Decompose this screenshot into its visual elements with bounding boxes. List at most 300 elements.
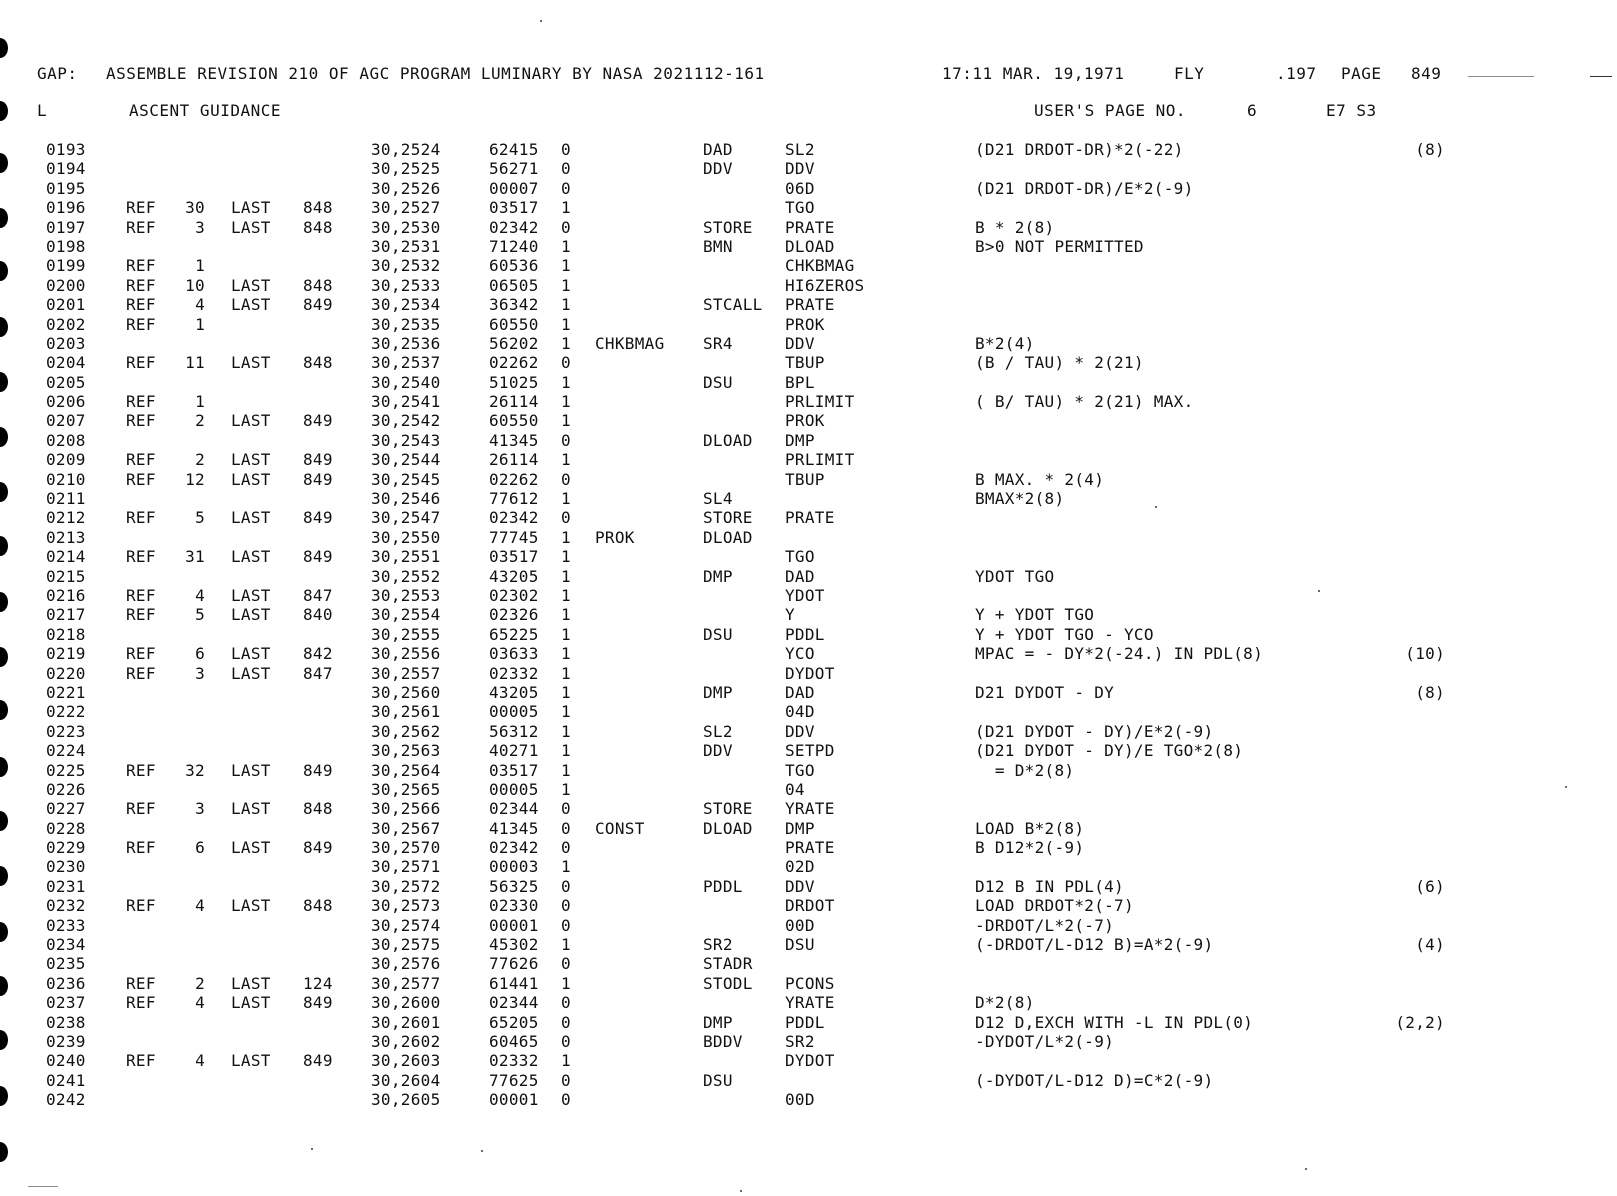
listing-row xyxy=(0,819,1617,838)
address: 30,2562 xyxy=(371,721,441,741)
last-marker: LAST xyxy=(231,275,271,295)
comment: B MAX. * 2(4) xyxy=(975,469,1105,489)
listing-row xyxy=(0,295,1617,314)
last-page: 847 xyxy=(303,663,333,683)
opcode-1: SR2 xyxy=(703,935,733,955)
listing-row xyxy=(0,373,1617,392)
comment: B>0 NOT PERMITTED xyxy=(975,236,1144,256)
line-number: 0217 xyxy=(46,605,86,625)
address: 30,2567 xyxy=(371,818,441,838)
parity-flag: 1 xyxy=(561,682,571,702)
opcode-1: SL4 xyxy=(703,489,733,509)
octal-word: 56271 xyxy=(489,159,539,179)
parity-flag: 0 xyxy=(561,1031,571,1051)
parity-flag: 1 xyxy=(561,275,571,295)
ref-marker: REF xyxy=(126,198,156,218)
gap-label: GAP: xyxy=(37,64,78,83)
listing-row xyxy=(0,586,1617,605)
last-marker: LAST xyxy=(231,411,271,431)
ref-marker: REF xyxy=(126,217,156,237)
opcode-1: STCALL xyxy=(703,295,763,315)
opcode-1: DMP xyxy=(703,682,733,702)
parity-flag: 0 xyxy=(561,1090,571,1110)
parity-flag: 1 xyxy=(561,857,571,877)
address: 30,2543 xyxy=(371,430,441,450)
octal-word: 36342 xyxy=(489,295,539,315)
listing-row xyxy=(0,857,1617,876)
address: 30,2576 xyxy=(371,954,441,974)
opcode-1: DMP xyxy=(703,1012,733,1032)
parity-flag: 1 xyxy=(561,741,571,761)
opcode-1: DLOAD xyxy=(703,430,753,450)
opcode-2: PROK xyxy=(785,314,825,334)
last-marker: LAST xyxy=(231,198,271,218)
line-number: 0229 xyxy=(46,838,86,858)
address: 30,2556 xyxy=(371,644,441,664)
octal-word: 43205 xyxy=(489,682,539,702)
octal-word: 60550 xyxy=(489,314,539,334)
opcode-2: TGO xyxy=(785,760,815,780)
comment: (-DYDOT/L-D12 D)=C*2(-9) xyxy=(975,1070,1214,1090)
parity-flag: 1 xyxy=(561,295,571,315)
address: 30,2565 xyxy=(371,779,441,799)
parity-flag: 0 xyxy=(561,469,571,489)
comment: Y + YDOT TGO xyxy=(975,605,1095,625)
line-number: 0213 xyxy=(46,527,86,547)
address: 30,2550 xyxy=(371,527,441,547)
last-page: 847 xyxy=(303,585,333,605)
octal-word: 02332 xyxy=(489,663,539,683)
line-number: 0211 xyxy=(46,489,86,509)
fly-label: FLY xyxy=(1174,64,1205,83)
comment: (D21 DYDOT - DY)/E*2(-9) xyxy=(975,721,1214,741)
opcode-2: DYDOT xyxy=(785,1051,835,1071)
assembly-listing xyxy=(0,140,1617,1110)
address: 30,2551 xyxy=(371,547,441,567)
symbol-label: PROK xyxy=(595,527,635,547)
line-number: 0204 xyxy=(46,353,86,373)
last-page: 849 xyxy=(303,450,333,470)
octal-word: 41345 xyxy=(489,818,539,838)
listing-row xyxy=(0,625,1617,644)
opcode-2: PRATE xyxy=(785,508,835,528)
ref-count: 4 xyxy=(195,585,205,605)
address: 30,2601 xyxy=(371,1012,441,1032)
last-page: 849 xyxy=(303,411,333,431)
ref-marker: REF xyxy=(126,993,156,1013)
opcode-1: STORE xyxy=(703,508,753,528)
last-marker: LAST xyxy=(231,295,271,315)
opcode-2: YDOT xyxy=(785,585,825,605)
opcode-2: DDV xyxy=(785,721,815,741)
line-number: 0193 xyxy=(46,140,86,159)
listing-row xyxy=(0,567,1617,586)
octal-word: 03633 xyxy=(489,644,539,664)
opcode-2: DAD xyxy=(785,682,815,702)
comment: D12 D,EXCH WITH -L IN PDL(0) xyxy=(975,1012,1254,1032)
listing-header xyxy=(37,64,1617,86)
opcode-2: PRLIMIT xyxy=(785,450,855,470)
comment: BMAX*2(8) xyxy=(975,489,1065,509)
line-number: 0220 xyxy=(46,663,86,683)
octal-word: 26114 xyxy=(489,392,539,412)
ref-marker: REF xyxy=(126,663,156,683)
ref-marker: REF xyxy=(126,547,156,567)
last-marker: LAST xyxy=(231,605,271,625)
parity-flag: 0 xyxy=(561,896,571,916)
ref-marker: REF xyxy=(126,605,156,625)
parity-flag: 1 xyxy=(561,333,571,353)
address: 30,2573 xyxy=(371,896,441,916)
ref-marker: REF xyxy=(126,450,156,470)
comment: MPAC = - DY*2(-24.) IN PDL(8) xyxy=(975,644,1264,664)
opcode-2: DLOAD xyxy=(785,236,835,256)
ref-count: 5 xyxy=(195,605,205,625)
scan-speck xyxy=(1305,1168,1307,1170)
last-marker: LAST xyxy=(231,547,271,567)
opcode-2: PRATE xyxy=(785,295,835,315)
opcode-1: BMN xyxy=(703,236,733,256)
address: 30,2604 xyxy=(371,1070,441,1090)
listing-row xyxy=(0,218,1617,237)
listing-row xyxy=(0,334,1617,353)
last-page: 849 xyxy=(303,1051,333,1071)
ref-marker: REF xyxy=(126,314,156,334)
listing-row xyxy=(0,741,1617,760)
listing-row xyxy=(0,722,1617,741)
opcode-1: STORE xyxy=(703,217,753,237)
section-code: E7 S3 xyxy=(1326,101,1377,120)
listing-row xyxy=(0,683,1617,702)
line-number: 0221 xyxy=(46,682,86,702)
parity-flag: 1 xyxy=(561,973,571,993)
ref-marker: REF xyxy=(126,585,156,605)
comment: B D12*2(-9) xyxy=(975,838,1085,858)
line-number: 0196 xyxy=(46,198,86,218)
line-number: 0230 xyxy=(46,857,86,877)
parity-flag: 0 xyxy=(561,430,571,450)
listing-row xyxy=(0,702,1617,721)
opcode-2: 06D xyxy=(785,178,815,198)
opcode-2: SETPD xyxy=(785,741,835,761)
ref-count: 6 xyxy=(195,644,205,664)
parity-flag: 1 xyxy=(561,450,571,470)
parity-flag: 1 xyxy=(561,566,571,586)
opcode-2: CHKBMAG xyxy=(785,256,855,276)
opcode-2: PRATE xyxy=(785,838,835,858)
comment: D*2(8) xyxy=(975,993,1035,1013)
parity-flag: 1 xyxy=(561,605,571,625)
line-number: 0199 xyxy=(46,256,86,276)
line-number: 0215 xyxy=(46,566,86,586)
ref-count: 1 xyxy=(195,256,205,276)
address: 30,2572 xyxy=(371,876,441,896)
opcode-1: DSU xyxy=(703,372,733,392)
last-marker: LAST xyxy=(231,469,271,489)
line-number: 0241 xyxy=(46,1070,86,1090)
parity-flag: 1 xyxy=(561,721,571,741)
listing-row xyxy=(0,431,1617,450)
octal-word: 56202 xyxy=(489,333,539,353)
ref-count: 5 xyxy=(195,508,205,528)
octal-word: 26114 xyxy=(489,450,539,470)
address: 30,2541 xyxy=(371,392,441,412)
ref-count: 31 xyxy=(185,547,205,567)
listing-row xyxy=(0,489,1617,508)
line-number: 0237 xyxy=(46,993,86,1013)
last-page: 124 xyxy=(303,973,333,993)
octal-word: 02302 xyxy=(489,585,539,605)
last-page: 849 xyxy=(303,760,333,780)
line-number: 0203 xyxy=(46,333,86,353)
pdl-note: (8) xyxy=(1415,682,1445,702)
punch-hole xyxy=(0,1142,8,1162)
octal-word: 65225 xyxy=(489,624,539,644)
address: 30,2546 xyxy=(371,489,441,509)
ref-count: 4 xyxy=(195,1051,205,1071)
listing-row xyxy=(0,664,1617,683)
opcode-1: SL2 xyxy=(703,721,733,741)
last-marker: LAST xyxy=(231,760,271,780)
opcode-1: DDV xyxy=(703,741,733,761)
comment: (D21 DRDOT-DR)*2(-22) xyxy=(975,140,1184,159)
opcode-1: PDDL xyxy=(703,876,743,896)
last-marker: LAST xyxy=(231,973,271,993)
comment: (-DRDOT/L-D12 B)=A*2(-9) xyxy=(975,935,1214,955)
ref-marker: REF xyxy=(126,392,156,412)
address: 30,2575 xyxy=(371,935,441,955)
version: .197 xyxy=(1276,64,1317,83)
last-page: 848 xyxy=(303,896,333,916)
ref-marker: REF xyxy=(126,973,156,993)
octal-word: 03517 xyxy=(489,547,539,567)
listing-row xyxy=(0,974,1617,993)
octal-word: 77626 xyxy=(489,954,539,974)
octal-word: 45302 xyxy=(489,935,539,955)
listing-row xyxy=(0,935,1617,954)
line-number: 0222 xyxy=(46,702,86,722)
comment: B*2(4) xyxy=(975,333,1035,353)
opcode-1: DSU xyxy=(703,624,733,644)
opcode-2: TGO xyxy=(785,198,815,218)
opcode-2: YRATE xyxy=(785,993,835,1013)
users-page-number: 6 xyxy=(1247,101,1258,120)
listing-row xyxy=(0,993,1617,1012)
parity-flag: 1 xyxy=(561,644,571,664)
parity-flag: 0 xyxy=(561,954,571,974)
parity-flag: 1 xyxy=(561,760,571,780)
listing-row xyxy=(0,644,1617,663)
line-number: 0238 xyxy=(46,1012,86,1032)
line-number: 0240 xyxy=(46,1051,86,1071)
octal-word: 51025 xyxy=(489,372,539,392)
ref-marker: REF xyxy=(126,508,156,528)
parity-flag: 1 xyxy=(561,256,571,276)
parity-flag: 1 xyxy=(561,1051,571,1071)
ref-count: 30 xyxy=(185,198,205,218)
ref-marker: REF xyxy=(126,295,156,315)
listing-row xyxy=(0,198,1617,217)
line-number: 0231 xyxy=(46,876,86,896)
octal-word: 41345 xyxy=(489,430,539,450)
scan-speck xyxy=(740,1190,742,1192)
address: 30,2557 xyxy=(371,663,441,683)
punch-hole xyxy=(0,101,8,121)
opcode-2: 04 xyxy=(785,779,805,799)
pdl-note: (2,2) xyxy=(1395,1012,1445,1032)
opcode-1: STODL xyxy=(703,973,753,993)
octal-word: 00007 xyxy=(489,178,539,198)
listing-row xyxy=(0,547,1617,566)
octal-word: 02326 xyxy=(489,605,539,625)
last-marker: LAST xyxy=(231,896,271,916)
page-label: PAGE xyxy=(1341,64,1382,83)
line-number: 0207 xyxy=(46,411,86,431)
ref-marker: REF xyxy=(126,469,156,489)
ref-marker: REF xyxy=(126,760,156,780)
listing-row xyxy=(0,896,1617,915)
scan-mark xyxy=(28,1186,58,1187)
octal-word: 00005 xyxy=(489,702,539,722)
listing-row xyxy=(0,1051,1617,1070)
opcode-2: PROK xyxy=(785,411,825,431)
octal-word: 02262 xyxy=(489,469,539,489)
last-marker: LAST xyxy=(231,663,271,683)
listing-row xyxy=(0,1013,1617,1032)
address: 30,2545 xyxy=(371,469,441,489)
ref-marker: REF xyxy=(126,256,156,276)
line-number: 0232 xyxy=(46,896,86,916)
listing-row xyxy=(0,761,1617,780)
last-page: 849 xyxy=(303,295,333,315)
line-number: 0234 xyxy=(46,935,86,955)
ref-count: 10 xyxy=(185,275,205,295)
address: 30,2542 xyxy=(371,411,441,431)
ref-count: 2 xyxy=(195,411,205,431)
address: 30,2531 xyxy=(371,236,441,256)
listing-row xyxy=(0,528,1617,547)
address: 30,2540 xyxy=(371,372,441,392)
symbol-label: CONST xyxy=(595,818,645,838)
octal-word: 02342 xyxy=(489,508,539,528)
octal-word: 61441 xyxy=(489,973,539,993)
last-marker: LAST xyxy=(231,799,271,819)
listing-row xyxy=(0,877,1617,896)
ref-count: 4 xyxy=(195,993,205,1013)
parity-flag: 1 xyxy=(561,411,571,431)
line-number: 0235 xyxy=(46,954,86,974)
line-number: 0214 xyxy=(46,547,86,567)
listing-row xyxy=(0,353,1617,372)
last-page: 849 xyxy=(303,547,333,567)
ref-marker: REF xyxy=(126,799,156,819)
parity-flag: 1 xyxy=(561,663,571,683)
address: 30,2552 xyxy=(371,566,441,586)
octal-word: 00001 xyxy=(489,915,539,935)
line-number: 0200 xyxy=(46,275,86,295)
address: 30,2525 xyxy=(371,159,441,179)
opcode-2: BPL xyxy=(785,372,815,392)
line-number: 0205 xyxy=(46,372,86,392)
parity-flag: 0 xyxy=(561,178,571,198)
octal-word: 02344 xyxy=(489,993,539,1013)
parity-flag: 0 xyxy=(561,993,571,1013)
last-page: 848 xyxy=(303,217,333,237)
listing-row xyxy=(0,411,1617,430)
comment: Y + YDOT TGO - YCO xyxy=(975,624,1154,644)
listing-row xyxy=(0,276,1617,295)
listing-row xyxy=(0,1090,1617,1109)
line-number: 0223 xyxy=(46,721,86,741)
opcode-1: DLOAD xyxy=(703,527,753,547)
opcode-2: PCONS xyxy=(785,973,835,993)
address: 30,2537 xyxy=(371,353,441,373)
opcode-2: DDV xyxy=(785,876,815,896)
address: 30,2560 xyxy=(371,682,441,702)
line-number: 0225 xyxy=(46,760,86,780)
line-number: 0228 xyxy=(46,818,86,838)
last-marker: LAST xyxy=(231,585,271,605)
pdl-note: (6) xyxy=(1415,876,1445,896)
address: 30,2600 xyxy=(371,993,441,1013)
parity-flag: 1 xyxy=(561,392,571,412)
page-number: 849 xyxy=(1411,64,1442,83)
comment: -DYDOT/L*2(-9) xyxy=(975,1031,1115,1051)
parity-flag: 1 xyxy=(561,314,571,334)
line-number: 0224 xyxy=(46,741,86,761)
last-marker: LAST xyxy=(231,1051,271,1071)
opcode-2: HI6ZEROS xyxy=(785,275,865,295)
assemble-title: ASSEMBLE REVISION 210 OF AGC PROGRAM LUMINARY BY NASA 2021112-161 xyxy=(106,64,765,83)
listing-row xyxy=(0,315,1617,334)
octal-word: 77612 xyxy=(489,489,539,509)
octal-word: 02344 xyxy=(489,799,539,819)
opcode-2: 00D xyxy=(785,1090,815,1110)
last-marker: LAST xyxy=(231,508,271,528)
opcode-2: SR2 xyxy=(785,1031,815,1051)
ref-count: 11 xyxy=(185,353,205,373)
last-page: 848 xyxy=(303,799,333,819)
address: 30,2553 xyxy=(371,585,441,605)
opcode-2: TBUP xyxy=(785,469,825,489)
address: 30,2532 xyxy=(371,256,441,276)
listing-row xyxy=(0,470,1617,489)
parity-flag: 1 xyxy=(561,779,571,799)
ref-count: 6 xyxy=(195,838,205,858)
address: 30,2526 xyxy=(371,178,441,198)
last-page: 849 xyxy=(303,469,333,489)
last-marker: LAST xyxy=(231,353,271,373)
opcode-1: DDV xyxy=(703,159,733,179)
octal-word: 65205 xyxy=(489,1012,539,1032)
ref-marker: REF xyxy=(126,411,156,431)
opcode-2: DDV xyxy=(785,159,815,179)
parity-flag: 1 xyxy=(561,702,571,722)
opcode-2: DRDOT xyxy=(785,896,835,916)
address: 30,2577 xyxy=(371,973,441,993)
parity-flag: 0 xyxy=(561,217,571,237)
octal-word: 71240 xyxy=(489,236,539,256)
octal-word: 02332 xyxy=(489,1051,539,1071)
octal-word: 40271 xyxy=(489,741,539,761)
address: 30,2602 xyxy=(371,1031,441,1051)
last-marker: LAST xyxy=(231,217,271,237)
last-page: 849 xyxy=(303,993,333,1013)
listing-row xyxy=(0,392,1617,411)
line-number: 0195 xyxy=(46,178,86,198)
octal-word: 60536 xyxy=(489,256,539,276)
pdl-note: (10) xyxy=(1405,644,1445,664)
